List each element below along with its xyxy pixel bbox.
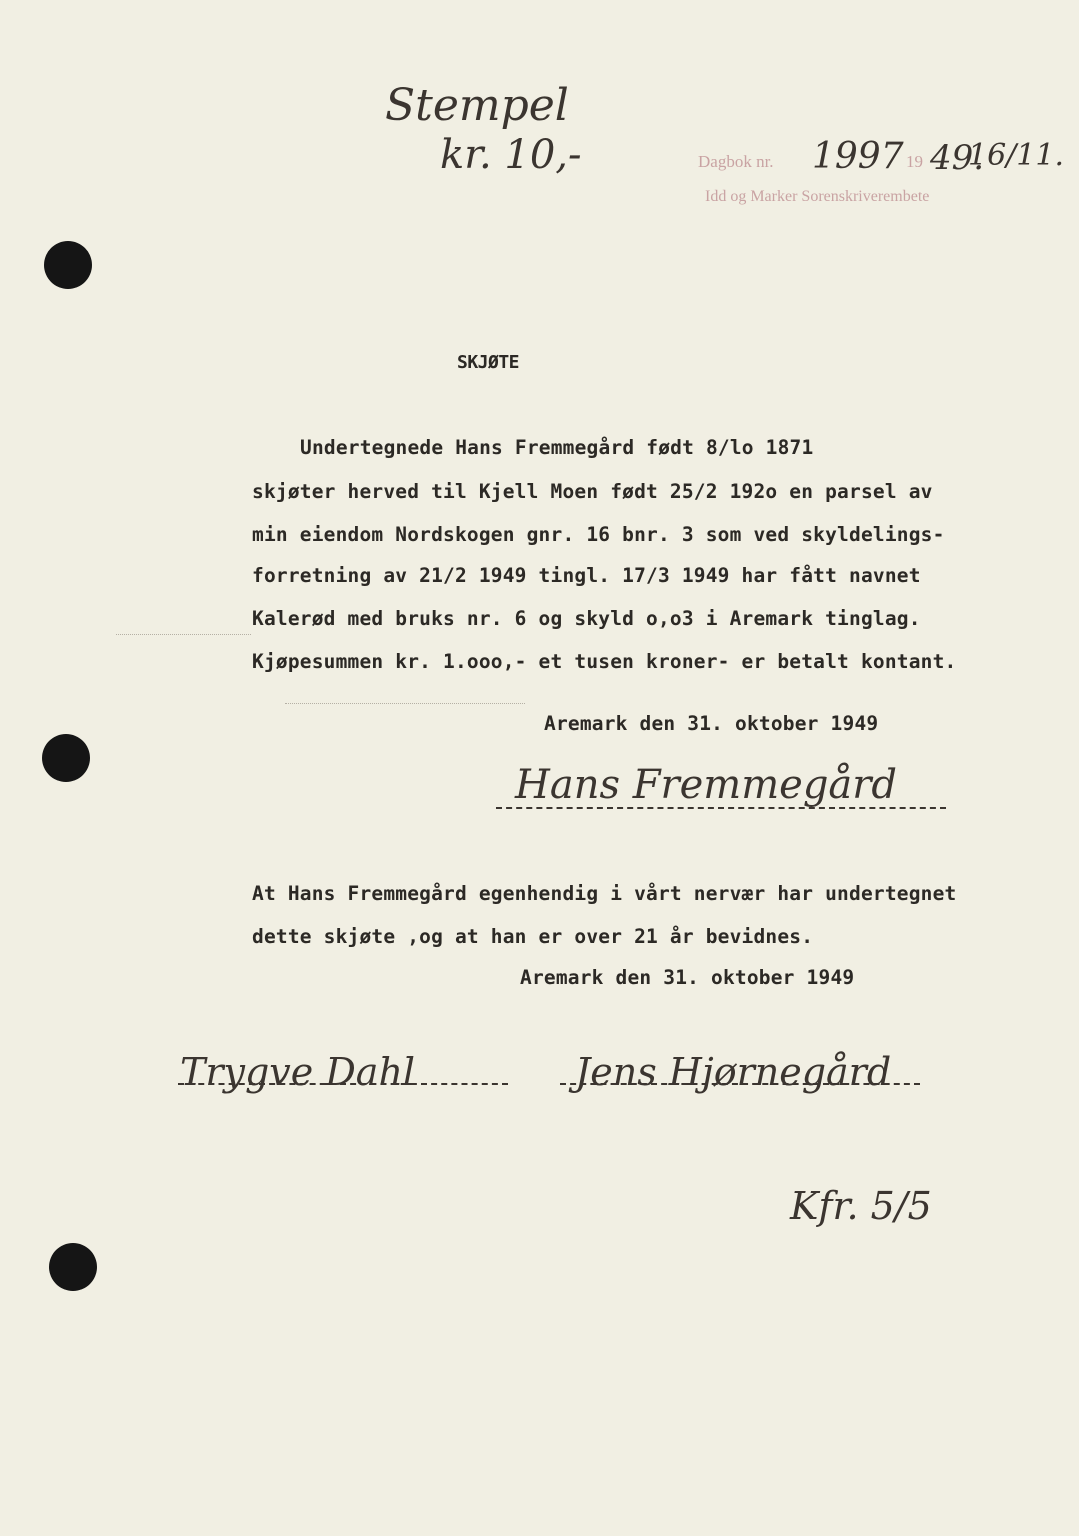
body-line: Kalerød med bruks nr. 6 og skyld o,o3 i Aremark tinglag.: [252, 607, 921, 630]
registry-stamp-date: 16/11.: [968, 138, 1064, 173]
margin-note-line1: Stempel: [385, 80, 569, 131]
footer-note: Kfr. 5/5: [790, 1184, 932, 1228]
margin-guide-line: [285, 703, 525, 704]
seller-signature: Hans Fremmegård: [515, 762, 897, 808]
witness-1-signature-line: [178, 1083, 508, 1085]
margin-guide-line: [116, 634, 251, 635]
body-line: Undertegnede Hans Fremmegård født 8/lo 1871: [300, 436, 814, 459]
body-line: Kjøpesummen kr. 1.ooo,- et tusen kroner- er betalt kontant.: [252, 650, 957, 673]
registry-stamp-year-prefix: 19: [906, 152, 923, 171]
seller-signature-line: [496, 807, 946, 809]
margin-note-line2: kr. 10,-: [440, 132, 582, 178]
registry-stamp-prefix: Dagbok nr.: [698, 152, 774, 171]
body-line: min eiendom Nordskogen gnr. 16 bnr. 3 som ved skyldelings-: [252, 523, 945, 546]
document-title: SKJØTE: [457, 352, 520, 373]
punch-hole-middle: [42, 734, 90, 782]
witness-1-signature: Trygve Dahl: [180, 1050, 416, 1094]
registry-stamp-year: 49.: [930, 138, 985, 178]
witness-line: At Hans Fremmegård egenhendig i vårt nervær har undertegnet: [252, 882, 957, 905]
witness-line: dette skjøte ,og at han er over 21 år bevidnes.: [252, 925, 814, 948]
punch-hole-bottom: [49, 1243, 97, 1291]
registry-stamp-number: 1997: [812, 136, 904, 177]
registry-stamp-office: Idd og Marker Sorenskriverembete: [705, 188, 930, 205]
body-line: forretning av 21/2 1949 tingl. 17/3 1949 har fått navnet: [252, 564, 921, 587]
witness-2-signature-line: [560, 1083, 920, 1085]
witness-2-signature: Jens Hjørnegård: [575, 1050, 892, 1094]
body-line: skjøter herved til Kjell Moen født 25/2 192o en parsel av: [252, 480, 933, 503]
punch-hole-top: [44, 241, 92, 289]
place-date-2: Aremark den 31. oktober 1949: [520, 966, 855, 989]
place-date-1: Aremark den 31. oktober 1949: [544, 712, 879, 735]
